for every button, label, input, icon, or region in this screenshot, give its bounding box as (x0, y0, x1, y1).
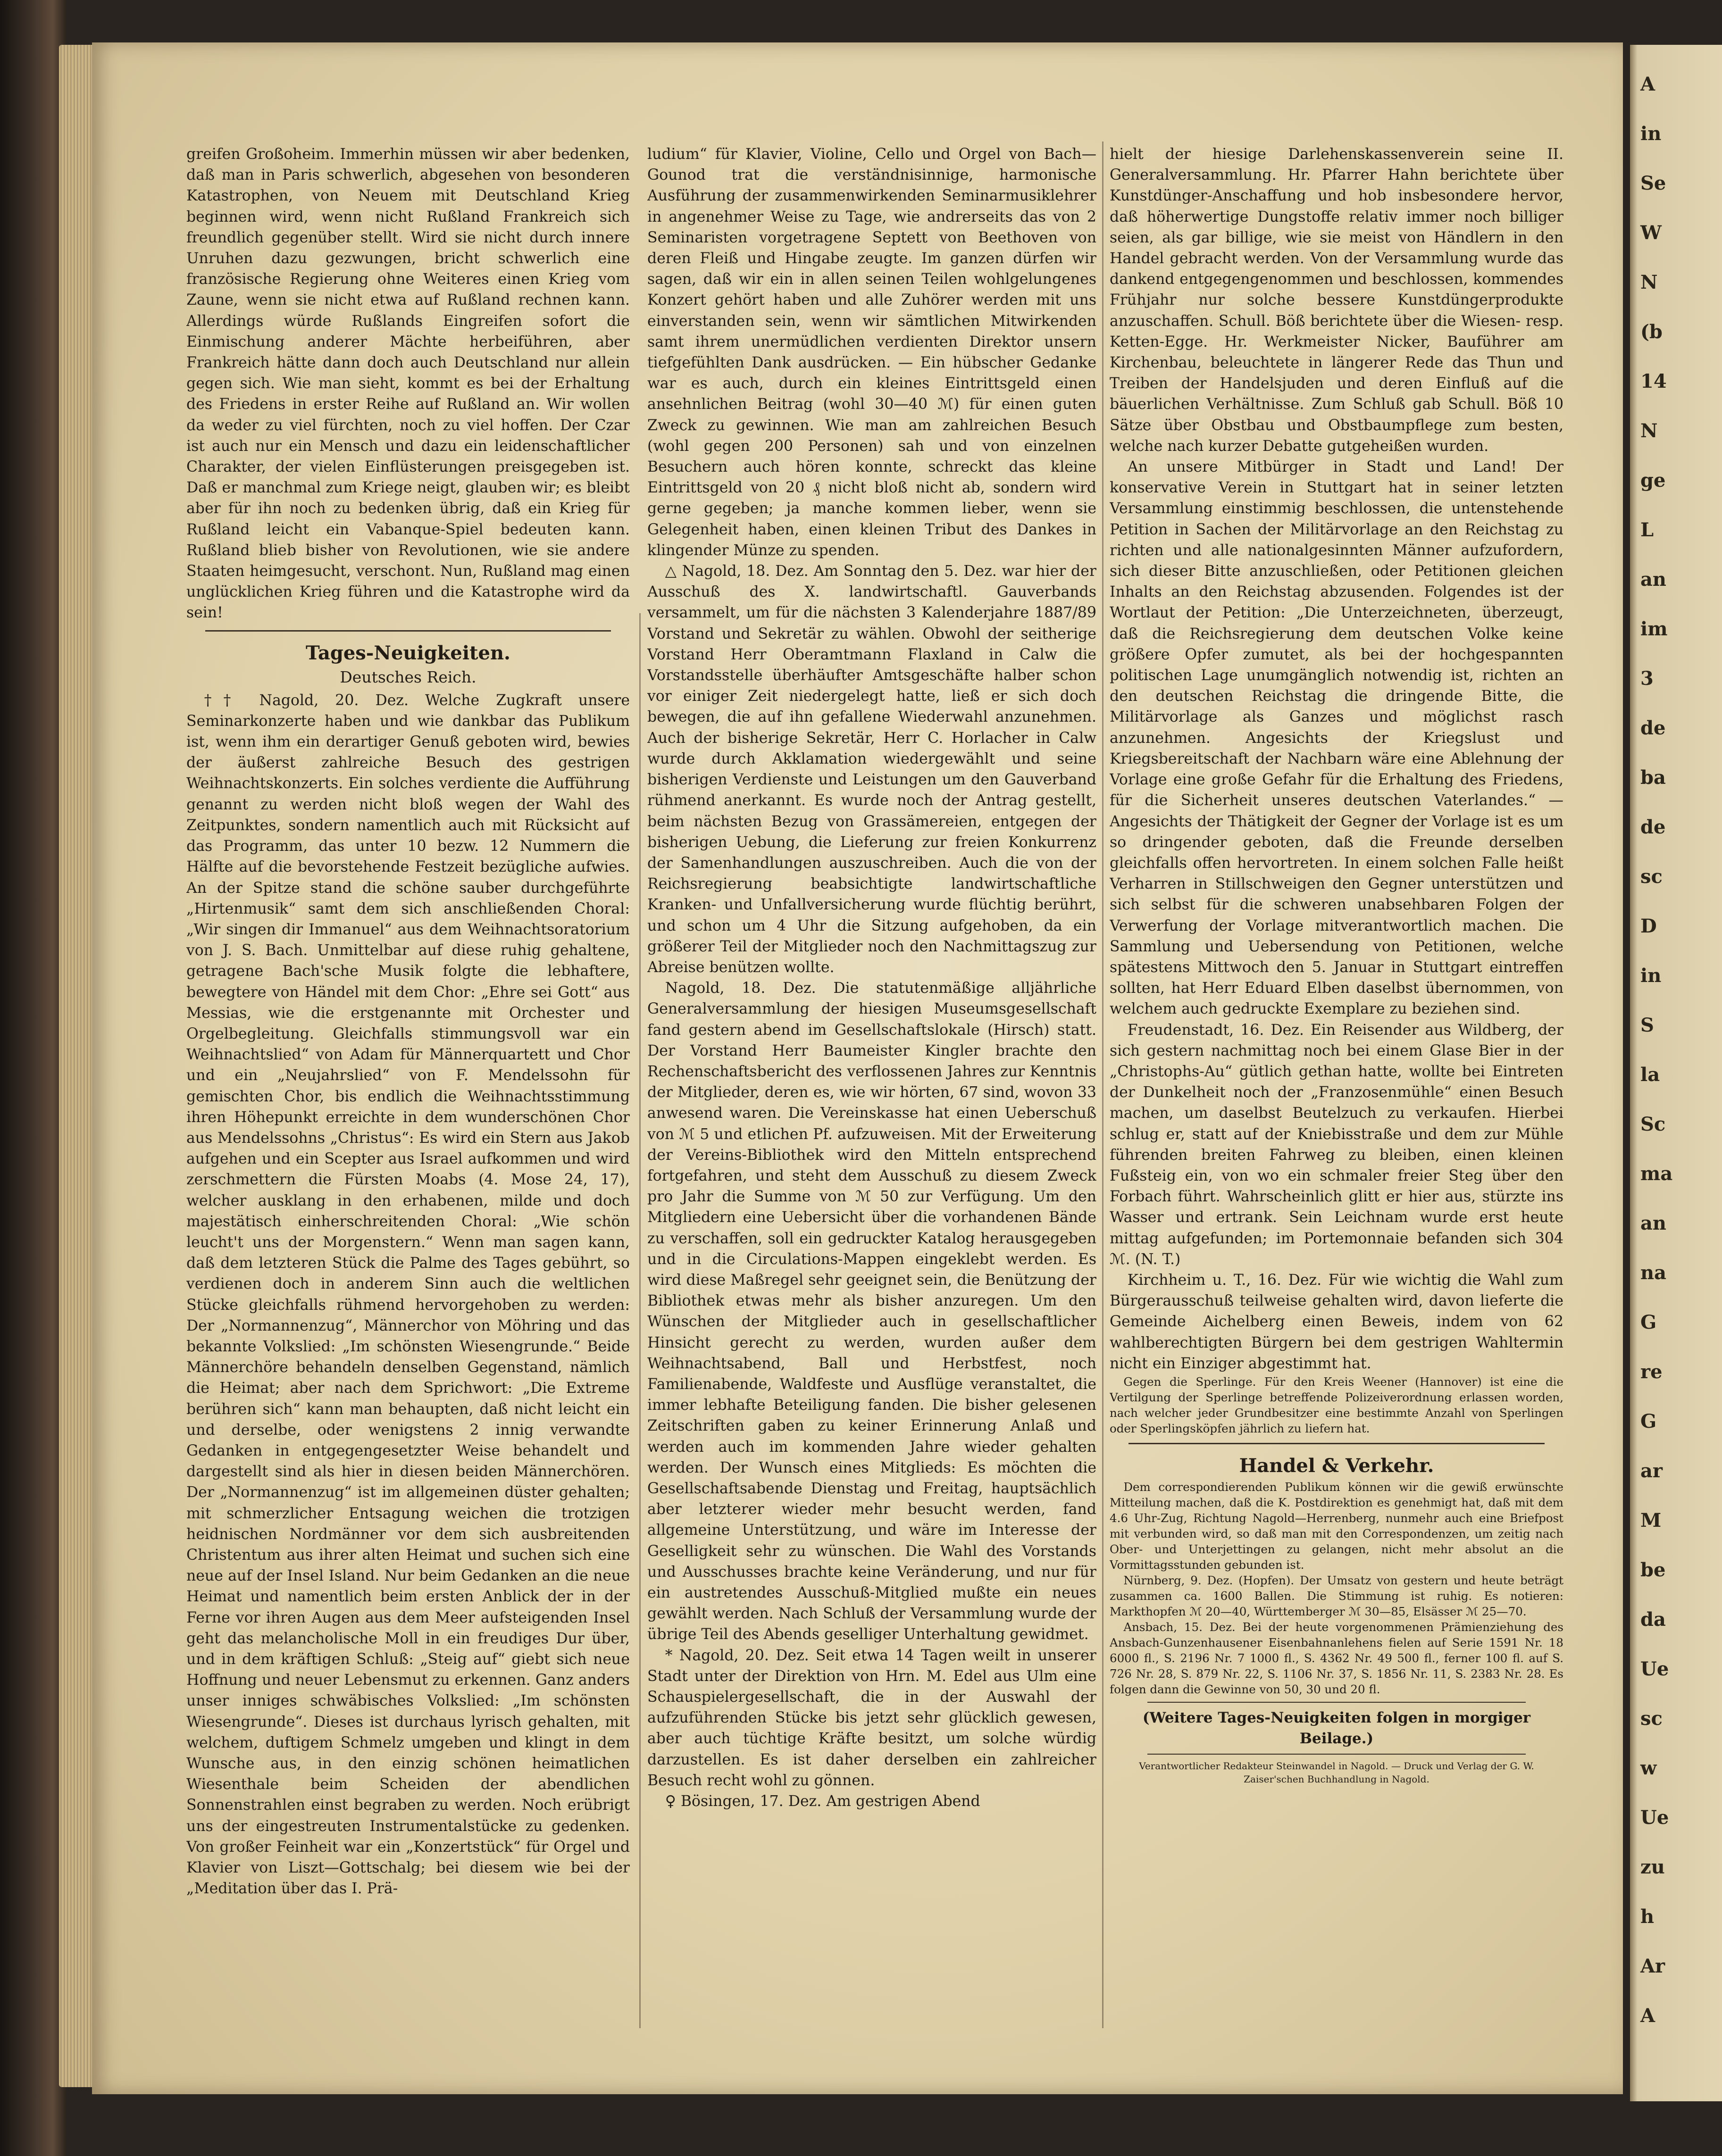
article-boesingen: ♀ Bösingen, 17. Dez. Am gestrigen Abend (665, 1793, 980, 1810)
adjacent-page-fragment: N (1640, 271, 1658, 293)
continuation-note: (Weitere Tages-Neuigkeiten folgen in morgiger Beilage.) (1142, 1709, 1531, 1747)
adjacent-page-fragment: 14 (1640, 370, 1667, 392)
notice-ansbach: Ansbach, 15. Dez. Bei der heute vorgenommenen Prämienziehung des Ansbach-Gunzenhausener Eisenbahnanlehens fielen auf Serie 1591 Nr. 18 6000 fl., S. 2196 Nr. 7 1000 fl., S. 4362 Nr. 49 500 fl., ferner 100 fl. auf S. 726 Nr. 28, S. 879 Nr. 22, S. 1106 Nr. 37, S. 1856 Nr. 11, S. 2383 Nr. 28. Es folgen dann die Gewinne von 50, 30 und 20 fl. (1110, 1620, 1563, 1696)
adjacent-page-fragment: de (1640, 717, 1666, 739)
article-nagold-concert: †† Nagold, 20. Dez. Welche Zugkraft unsere Seminarkonzerte haben und wie dankbar das Publikum ist, wenn ihm ein derartiger Genuß geboten wird, bewies der äußerst zahlreiche Besuch des gestrigen Weihnachtskonzerts. Ein solches verdiente die Aufführung genannt zu werden nicht bloß wegen der Wahl des Zeitpunktes, sondern namentlich auch mit Rücksicht auf das Programm, das unter 10 bezw. 12 Nummern die Hälfte auf die bevorstehende Festzeit bezügliche aufwies. An der Spitze stand die schöne sauber durchgeführte „Hirtenmusik“ samt dem sich anschließenden Choral: „Wir singen dir Immanuel“ aus dem Weihnachtsoratorium von J. S. Bach. Unmittelbar auf diese ruhig gehaltene, getragene Bach'sche Musik folgte die lebhaftere, bewegtere von Händel mit dem Chor: „Ehre sei Gott“ aus Messias, wie die erstgenannte mit Orchester und Orgelbegleitung. Gleichfalls stimmungsvoll war ein Weihnachtslied“ von Adam für Männerquartett und Chor und ein „Neujahrslied“ von F. Mendelssohn für gemischten Chor, bis endlich die Weihnachtsstimmung ihren Höhepunkt erreichte in dem wunderschönen Chor aus Mendelssohns „Christus“: Es wird ein Stern aus Jakob aufgehen und ein Scepter aus Israel aufkommen und wird zerschmettern die Fürsten Moabs (4. Mose 24, 17), welcher ausklang in den erhabenen, milde und doch majestätisch einherschreitenden Choral: „Wie schön leucht't uns der Morgenstern.“ Wenn man sagen kann, daß dem letzteren Stück die Palme des Tages gebührt, so verdienen doch in anderem Sinn auch die weltlichen Stücke gleichfalls rühmend hervorgehoben zu werden: Der „Normannenzug“, Männerchor von Möhring und das bekannte Volkslied: „Im schönsten Wiesengrunde.“ Beide Männerchöre behandeln denselben Gegenstand, nämlich die Heimat; aber nach dem Sprichwort: „Die Extreme berühren sich“ kann man behaupten, daß nicht leicht ein und derselbe, oder wenigstens 2 innig verwandte Gedanken in entgegengesetzter Weise behandelt und dargestellt sind als hier in diesen beiden Männerchören. Der „Normannenzug“ ist im allgemeinen düster gehalten; mit schmerzlicher Entsagung weichen die trotzigen heidnischen Nordmänner vor dem sich ausbreitenden Christentum aus ihrer alten Heimat und suchen sich eine neue auf der Insel Island. Nur beim Gedanken an die neue Heimat und namentlich beim ersten Anblick der in der Ferne vor ihren Augen aus dem Meer aufsteigenden Insel geht das melancholische Moll in ein freudiges Dur über, und in dem kräftigen Schluß: „Steig auf“ giebt sich neue Hoffnung und neuer Lebensmut zu erkennen. Ganz anders unser inniges schwäbisches Volkslied: „Im schönsten Wiesengrunde“. Dieses ist durchaus lyrisch gehalten, mit welchem, duftigem Schmelz umgeben und klingt in dem Wunsche aus, in den einzig schönen heimatlichen Wiesenthale beim Scheiden der abendlichen Sonnenstrahlen einst begraben zu werden. Noch erübrigt uns der eingestreuten Instrumentalstücke zu gedenken. Von großer Feinheit war ein „Konzertstück“ für Orgel und Klavier von Liszt—Gottschalg; bei diesem wie bei der „Meditation über das I. Prä- (186, 691, 630, 1898)
article-sperlinge: Gegen die Sperlinge. Für den Kreis Weener (Hannover) ist eine die Vertilgung der Sperlinge betreffende Polizeiverordnung erlassen worden, nach welcher jeder Grundbesitzer eine bestimmte Anzahl von Sperlingen oder Sperlingsköpfen jährlich zu liefern hat. (1110, 1374, 1563, 1435)
adjacent-page-fragment: Ue (1640, 1806, 1669, 1829)
article-darlehenskasse: hielt der hiesige Darlehenskassenverein seine II. Generalversammlung. Hr. Pfarrer Hahn berichtete über Kunstdünger-Anschaffung und hob insbesondere hervor, daß höherwertige Dungstoffe relativ immer noch billiger seien, als gar billige, wie sie meist von Händlern in den Handel gebracht werden. Von der Versammlung wurde das dankend entgegengenommen und beschlossen, kommendes Frühjahr nur solche bessere Kunstdüngerprodukte anzuschaffen. Schull. Böß berichtete über die Wiesen- resp. Ketten-Egge. Hr. Werkmeister Nicker, Bauführer am Kirchenbau, beleuchtete in längerer Rede das Thun und Treiben der Handelsjuden und deren Einfluß auf die bäuerlichen Verhältnisse. Zum Schluß gab Schull. Böß 10 Sätze über Obstbau und Obstbaumpflege zum besten, welche nach kurzer Debatte gutgeheißen wurden. (1110, 146, 1563, 455)
section-heading: Tages-Neuigkeiten. (306, 641, 510, 664)
article-nagold-museum: Nagold, 18. Dez. Die statutenmäßige alljährliche Generalversammlung der hiesigen Museumsgesellschaft fand gestern abend im Gesellschaftslokale (Hirsch) statt. Der Vorstand Herr Baumeister Kingler brachte den Rechenschaftsbericht des verflossenen Jahres zur Kenntnis der Mitglieder, deren es, wie wir hörten, 67 sind, wovon 33 anwesend waren. Die Vereinskasse hat einen Ueberschuß von ℳ 5 und etlichen Pf. aufzuweisen. Mit der Erweiterung der Vereins-Bibliothek wird den Mitteln entsprechend fortgefahren, und steht dem Ausschuß zu diesem Zweck pro Jahr die Summe von ℳ 50 zur Verfügung. Um den Mitgliedern eine Uebersicht über die vorhandenen Bände zu verschaffen, soll ein gedruckter Katalog herausgegeben und in die Circulations-Mappen eingeklebt werden. Es wird diese Maßregel sehr geeignet sein, die Benützung der Bibliothek etwas mehr als bisher anzuregen. Um den Wünschen der Mitglieder auch in gesellschaftlicher Hinsicht gerecht zu werden, wurden außer dem Weihnachtsabend, Ball und Herbstfest, noch Familienabende, Waldfeste und Ausflüge veranstaltet, die immer lebhafte Beteiligung fanden. Die bisher gelesenen Zeitschriften gaben zu keiner Erinnerung Anlaß und werden auch im kommenden Jahre wieder gehalten werden. Der Wunsch eines Mitglieds: Es möchten die Gesellschaftsabende Dienstag und Freitag, hauptsächlich aber letzterer wieder mehr besucht werden, fand allgemeine Unterstützung, und wäre im Interesse der Geselligkeit sehr zu wünschen. Die Wahl des Vorstands und Ausschusses brachte keine Veränderung, und nur für ein austretendes Ausschuß-Mitglied mußte ein neues gewählt werden. Nach Schluß der Versammlung wurde der übrige Teil des Abends geselliger Unterhaltung gewidmet. (647, 980, 1096, 1643)
column-3 (1110, 144, 1563, 2045)
section-heading-handel: Handel & Verkehr. (1239, 1454, 1434, 1477)
adjacent-page-fragment: ar (1640, 1460, 1663, 1482)
adjacent-page-fragment: Ue (1640, 1658, 1669, 1680)
adjacent-page-fragment: D (1640, 915, 1657, 937)
adjacent-page-fragment: de (1640, 816, 1666, 838)
adjacent-page-fragment: A (1640, 73, 1655, 95)
adjacent-page-fragment: da (1640, 1608, 1666, 1631)
article-russia-continued: greifen Großoheim. Immerhin müssen wir aber bedenken, daß man in Paris schwerlich, abgesehen von besonderen Katastrophen, von Neuem mit Deutschland Krieg beginnen wird, wenn nicht Rußland Frankreich sich freundlich gegenüber stellt. Wird sie nicht durch innere Unruhen dazu gezwungen, bricht schwerlich eine französische Regierung ohne Weiteres einen Krieg vom Zaune, wenn sie nicht etwa auf Rußland rechnen kann. Allerdings würde Rußlands Eingreifen sofort die Einmischung anderer Mächte herbeiführen, aber Frankreich hätte dann doch auch Deutschland nur allein gegen sich. Wie man sieht, kommt es bei der Erhaltung des Friedens in erster Reihe auf Rußland an. Wir wollen da weder zu viel fürchten, noch zu viel hoffen. Der Czar ist auch nur ein Mensch und dazu ein leidenschaftlicher Charakter, der vielen Einflüsterungen preisgegeben ist. Daß er manchmal zum Kriege neigt, glauben wir; es bleibt aber für ihn noch zu bedenken übrig, daß ein Krieg für Rußland leicht ein Vabanque-Spiel bedeuten kann. Rußland blieb bisher von Revolutionen, wie sie andere Staaten heimgesucht, verschont. Nun, Rußland mag einen unglücklichen Krieg führen und die Katastrophe wird da sein! (186, 146, 630, 622)
column-divider-1 (639, 613, 641, 2028)
adjacent-page-fragment: 3 (1640, 667, 1654, 690)
divider-rule (1147, 1754, 1526, 1755)
notice-nuernberg: Nürnberg, 9. Dez. (Hopfen). Der Umsatz von gestern und heute beträgt zusammen ca. 1600 Ballen. Die Stimmung ist ruhig. Es notieren: Markthopfen ℳ 20—40, Württemberger ℳ 30—85, Elsässer ℳ 25—70. (1110, 1573, 1563, 1618)
article-nagold-gauverband: △ Nagold, 18. Dez. Am Sonntag den 5. Dez. war hier der Ausschuß des X. landwirtschaftl. Gauverbands versammelt, um für die nächsten 3 Kalenderjahre 1887/89 Vorstand und Sekretär zu wählen. Obwohl der seitherige Vorstand Herr Oberamtmann Flaxland in Calw die Vorstandsstelle überhäufter Amtsgeschäfte halber schon vor einiger Zeit niedergelegt hatte, ließ er sich doch bewegen, die auf ihn gefallene Wiederwahl anzunehmen. Auch der bisherige Sekretär, Herr C. Horlacher in Calw wurde durch Akklamation wiedergewählt und seine bisherigen Verdienste und Leistungen um den Gauverband rühmend anerkannt. Es wurde noch der Antrag gestellt, beim nächsten Bezug von Grassämereien, entgegen der bisherigen Uebung, die Lieferung zur freien Konkurrenz der Samenhandlungen auszuschreiben. Auch die von der Reichsregierung beabsichtigte landwirtschaftliche Kranken- und Unfallversicherung wurde flüchtig berührt, und schon um 4 Uhr die Sitzung aufgehoben, da ein größerer Teil der Mitglieder noch den Nachmittagszug zur Abreise benützen wollte. (647, 563, 1096, 976)
adjacent-page-fragment: W (1640, 222, 1662, 244)
adjacent-page-strip (1630, 45, 1722, 2101)
divider-rule (205, 630, 611, 632)
adjacent-page-fragment: in (1640, 965, 1662, 987)
article-kirchheim: Kirchheim u. T., 16. Dez. Für wie wichtig die Wahl zum Bürgerausschuß teilweise gehalten wird, davon lieferte die Gemeinde Aichelberg einen Beweis, indem von 62 wahlberechtigten Bürgern bei dem gestrigen Wahltermin nicht ein Einziger abgestimmt hat. (1110, 1271, 1563, 1372)
adjacent-page-fragment: la (1640, 1064, 1660, 1086)
column-divider-2 (1102, 142, 1103, 2028)
adjacent-page-fragment: sc (1640, 866, 1663, 888)
adjacent-page-fragment: ba (1640, 766, 1666, 789)
adjacent-page-fragment: ma (1640, 1163, 1673, 1185)
adjacent-page-fragment: zu (1640, 1856, 1665, 1878)
adjacent-page-fragment: (b (1640, 321, 1663, 343)
adjacent-page-fragment: N (1640, 420, 1658, 442)
adjacent-page-fragment: G (1640, 1410, 1657, 1432)
adjacent-page-fragment: S (1640, 1014, 1654, 1036)
adjacent-page-fragment: sc (1640, 1707, 1663, 1730)
article-mitbuerger: An unsere Mitbürger in Stadt und Land! Der konservative Verein in Stuttgart hat in seiner letzten Versammlung einstimmig beschlossen, die untenstehende Petition in Sachen der Militärvorlage an den Reichstag zu richten und alle nationalgesinnten Männer aufzufordern, sich dieser Bitte anzuschließen, oder Petitionen gleichen Inhalts an den Reichstag abzusenden. Folgendes ist der Wortlaut der Petition: „Die Unterzeichneten, überzeugt, daß die Reichsregierung dem deutschen Volke keine größere Opfer zumutet, als bei der hochgespannten politischen Lage unumgänglich notwendig ist, richten an den deutschen Reichstag die dringende Bitte, die Militärvorlage als Ganzes und möglichst rasch anzunehmen. Angesichts der Kriegslust und Kriegsbereitschaft der Nachbarn wäre eine Ablehnung der Vorlage eine große Gefahr für die Erhaltung des Friedens, für die Sicherheit unseres deutschen Vaterlandes.“ — Angesichts der Thätigkeit der Gegner der Vorlage ist es um so dringender geboten, daß die Freunde derselben gleichfalls offen hervortreten. In einem solchen Falle heißt Verharren in Stillschweigen den Gegner unterstützen und sich selbst für die schweren unabsehbaren Folgen der Verwerfung der Vorlage mitverantwortlich machen. Die Sammlung und Uebersendung von Petitionen, welche spätestens Mittwoch den 5. Januar in Stuttgart eintreffen sollten, hat Herr Eduard Elben daselbst übernommen, von welchem auch gedruckte Exemplare zu beziehen sind. (1110, 458, 1563, 1018)
adjacent-page-fragment: Sc (1640, 1113, 1666, 1135)
page-edges (59, 45, 97, 2087)
adjacent-page-fragment: im (1640, 618, 1668, 640)
book-binding (0, 0, 66, 2156)
adjacent-page-fragment: w (1640, 1757, 1657, 1779)
adjacent-page-fragment: in (1640, 123, 1662, 145)
divider-rule (1128, 1443, 1545, 1444)
adjacent-page-fragment: L (1640, 519, 1654, 541)
adjacent-page-fragment: an (1640, 568, 1666, 591)
adjacent-page-fragment: Se (1640, 172, 1666, 194)
adjacent-page-fragment: G (1640, 1311, 1657, 1333)
adjacent-page-fragment: ge (1640, 469, 1666, 491)
column-1 (186, 144, 630, 2045)
adjacent-page-fragment: h (1640, 1906, 1655, 1928)
divider-rule (1147, 1702, 1526, 1703)
notice-post: Dem correspondierenden Publikum können wir die gewiß erwünschte Mitteilung machen, daß die K. Postdirektion es genehmigt hat, daß mit dem 4.6 Uhr-Zug, Richtung Nagold—Herrenberg, nunmehr auch eine Briefpost mit verbunden wird, so daß man mit den Correspondenzen, um zeitig nach Ober- und Unterjettingen zu gelangen, nicht mehr absolut an die Vormittagsstunden gebunden ist. (1110, 1480, 1563, 1572)
article-freudenstadt: Freudenstadt, 16. Dez. Ein Reisender aus Wildberg, der sich gestern nachmittag noch bei einem Glase Bier in der „Christophs-Au“ gütlich gethan hatte, wollte bei Eintreten der Dunkelheit noch der „Franzosenmühle“ einen Besuch machen, um daselbst Beutelzuch zu verkaufen. Hierbei schlug er, statt auf der Kniebisstraße und dem zur Mühle führenden breiten Fahrweg zu bleiben, einen kleinen Fußsteig ein, von wo ein schmaler freier Steg über den Forbach führt. Wahrscheinlich glitt er hier aus, stürzte ins Wasser und ertrank. Sein Leichnam wurde erst heute mittag aufgefunden; im Portemonnaie befanden sich 304 ℳ. (N. T.) (1110, 1021, 1563, 1268)
imprint: Verantwortlicher Redakteur Steinwandel in Nagold. — Druck und Verlag der G. W. Zaiser'schen Buchhandlung in Nagold. (1139, 1760, 1534, 1785)
section-subheading: Deutsches Reich. (340, 667, 476, 686)
article-nagold-theater: * Nagold, 20. Dez. Seit etwa 14 Tagen weilt in unserer Stadt unter der Direktion von Hrn. M. Edel aus Ulm eine Schauspielergesellschaft, die in der Auswahl der aufzuführenden Stücke bis jetzt sehr glücklich gewesen, aber auch tüchtige Kräfte besitzt, um solche würdig darzustellen. Es ist daher derselben ein zahlreicher Besuch recht wohl zu gönnen. (647, 1647, 1096, 1789)
adjacent-page-fragment: Ar (1640, 1955, 1665, 1977)
adjacent-page-fragment: M (1640, 1509, 1662, 1532)
adjacent-page-fragment: na (1640, 1262, 1666, 1284)
article-concert-continued: ludium“ für Klavier, Violine, Cello und Orgel von Bach—Gounod trat die verständnisinnige, harmonische Ausführung der zusammenwirkenden Seminarmusiklehrer in angenehmer Weise zu Tage, wie andrerseits das von 2 Seminaristen vorgetragene Septett von Beethoven von deren Fleiß und Hingabe zeugte. Im ganzen dürfen wir sagen, daß wir ein in allen seinen Teilen wohlgelungenes Konzert gehört haben und alle Zuhörer werden mit uns einverstanden sein, wenn wir sämtlichen Mitwirkenden samt ihrem unermüdlichen verdienten Direktor unsern tiefgefühlten Dank ausdrücken. — Ein hübscher Gedanke war es auch, durch ein kleines Eintrittsgeld einen ansehnlichen Beitrag (wohl 30—40 ℳ) für einen guten Zweck zu gewinnen. Wie man am zahlreichen Besuch (wohl gegen 200 Personen) sah und von einzelnen Besuchern auch hören konnte, schreckt das kleine Eintrittsgeld von 20 ₰ nicht bloß nicht ab, sondern wird gerne gegeben; ja manche kommen lieber, wenn sie Gelegenheit haben, einen kleinen Tribut des Dankes in klingender Münze zu spenden. (647, 146, 1096, 559)
adjacent-page-fragment: re (1640, 1361, 1663, 1383)
adjacent-page-fragment: be (1640, 1559, 1666, 1581)
adjacent-page-fragment: an (1640, 1212, 1666, 1234)
adjacent-page-fragment: A (1640, 2005, 1655, 2027)
column-2 (647, 144, 1096, 2045)
